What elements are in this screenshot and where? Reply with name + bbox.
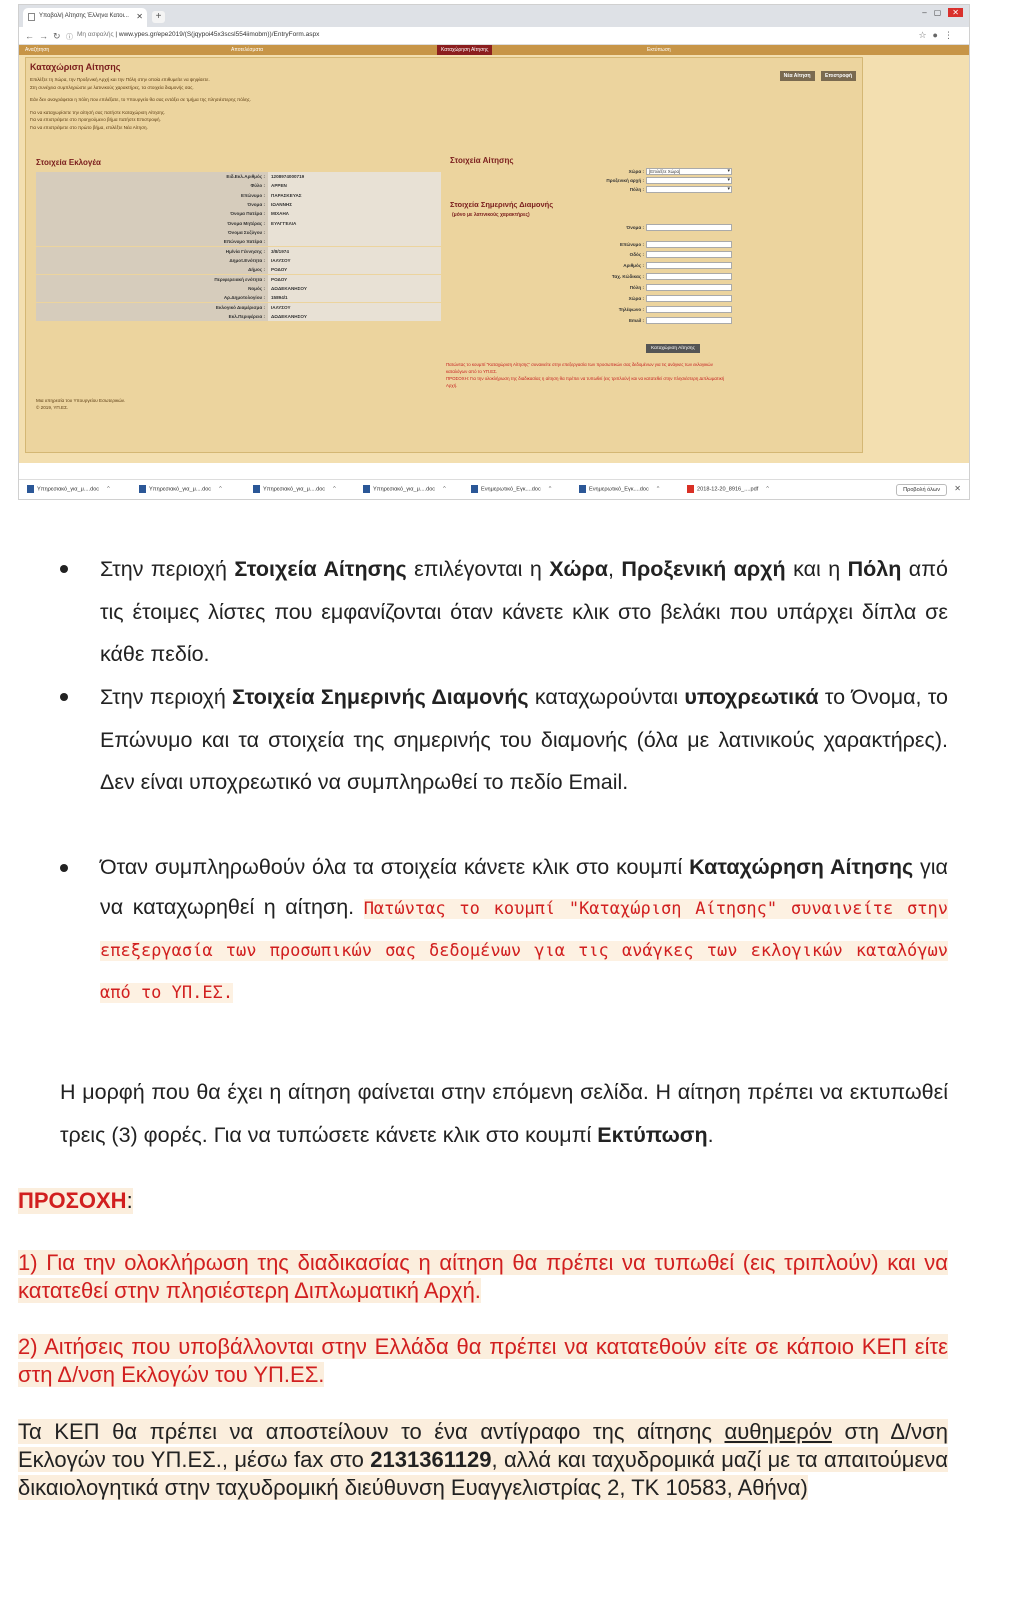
voter-field-value [268, 228, 441, 237]
instruction-line: Για να καταχωρίσετε την αίτησή σας πατήστε Καταχώριση Αίτησης. [30, 109, 166, 115]
kep-paragraph: Τα ΚΕΠ θα πρέπει να αποστείλουν το ένα αντίγραφο της αίτησης αυθημερόν στη Δ/νση Εκλογών του ΥΠ.ΕΣ., μέσω fax στο 2131361129, αλλά και ταχυδρομικά μαζί με τα απαιτούμενα δικαιολογητικά στην ταχυδρομική διεύθυνση Ευαγγελιστρίας 2, ΤΚ 10583, Αθήνα) [18, 1419, 949, 1500]
voter-field-value: ΙΑΛΥΣΟΥ [268, 256, 441, 265]
residence-field-row [546, 241, 746, 249]
info-icon[interactable]: ⓘ [66, 34, 73, 41]
voter-field-value: 15894/1 [268, 293, 441, 302]
voter-field-label: Φύλο : [36, 181, 268, 190]
form-panel [25, 57, 863, 453]
voter-field-value: ΔΩΔΕΚΑΝΗΣΟΥ [268, 284, 441, 293]
new-application-button[interactable]: Νέα Αίτηση [780, 71, 815, 81]
nav-results[interactable]: Αποτελέσματα [231, 47, 264, 53]
field-label: Χώρα : [628, 296, 644, 301]
field-label: Οδός : [629, 252, 644, 257]
voter-field-value: ΕΥΑΓΓΕΛΙΑ [268, 219, 441, 228]
download-filename: Ενημερωτικό_Εγκ....doc [481, 486, 541, 493]
voter-row [36, 284, 441, 293]
voter-field-value: ΡΟΔΟΥ [268, 265, 441, 274]
warning-heading: ΠΡΟΣΟΧΗ: [18, 1188, 133, 1213]
warning-point-2: 2) Αιτήσεις που υποβάλλονται στην Ελλάδα θα πρέπει να κατατεθούν είτε σε κάποιο ΚΕΠ είτε στη Δ/νση Εκλογών του ΥΠ.ΕΣ. [18, 1334, 948, 1387]
voter-row [36, 191, 441, 200]
submit-application-button[interactable]: Καταχώριση Αίτησης [646, 344, 700, 353]
nav-register[interactable]: Καταχώρηση Αίτησης [437, 45, 492, 55]
url-field[interactable]: Μη ασφαλής | www.ypes.gr/epe2019/(S(jqypoi45x3scsl554iimobm))/EntryForm.aspx [77, 31, 320, 38]
download-filename: Υπηρεσιακό_για_μ....doc [37, 486, 100, 493]
select-dropdown[interactable] [646, 186, 732, 193]
residence-field-row [546, 262, 746, 270]
field-label: Πόλη : [629, 187, 644, 192]
voter-field-label: Δημοτ.Ενότητα : [36, 256, 268, 265]
voter-field-label: Επώνυμο πατέρα : [36, 237, 268, 246]
consent-notice [446, 361, 846, 389]
notice-line: Πατώντας το κουμπί "Καταχώριση Αίτησης" συναινείτε στην επεξεργασία των προσωπικών σας δεδομένων για τις ανάγκες των εκλογικών [446, 362, 713, 367]
voter-row [36, 200, 441, 209]
voter-field-value: ΠΑΡΑΣΚΕΥΑΣ [268, 191, 441, 200]
chevron-up-icon[interactable]: ^ [443, 486, 446, 493]
residence-field-row [546, 317, 746, 325]
download-filename: Υπηρεσιακό_για_μ....doc [149, 486, 212, 493]
new-tab-button[interactable]: + [152, 11, 165, 23]
voter-field-label: Δήμος : [36, 265, 268, 274]
browser-tab[interactable] [23, 8, 147, 27]
bullet-dot [60, 864, 68, 872]
voter-row [36, 275, 441, 284]
back-button[interactable]: Επιστροφή [821, 71, 856, 81]
security-label: Μη ασφαλής [77, 31, 114, 38]
voter-field-label: Όνομα : [36, 200, 268, 209]
downloads-bar [19, 479, 969, 500]
footer-line: © 2019, ΥΠ.ΕΣ. [36, 404, 69, 410]
voter-field-label: Ημ/νία Γέννησης : [36, 247, 268, 256]
download-item[interactable] [139, 485, 222, 497]
download-filename: Υπηρεσιακό_για_μ....doc [373, 486, 436, 493]
application-field-row [546, 177, 746, 185]
residence-field-row [546, 284, 746, 292]
voter-row [36, 228, 441, 237]
voter-field-value: 1208974000719 [268, 172, 441, 181]
text-input[interactable] [646, 317, 732, 324]
download-item[interactable] [363, 485, 446, 497]
close-icon[interactable]: ✕ [136, 12, 143, 21]
voter-field-label: Ειδ.Εκλ.Αριθμός : [36, 172, 268, 181]
text-input[interactable] [646, 251, 732, 258]
voter-field-label: Όνομα Συζύγου : [36, 228, 268, 237]
show-all-downloads-button[interactable]: Προβολή όλων [896, 484, 947, 496]
voter-row [36, 209, 441, 218]
instruction-line: Για να επιστρέψετε στο προηγούμενο βήμα πατήστε Επιστροφή. [30, 117, 161, 122]
bullet-application-fields: Στην περιοχή Στοιχεία Αίτησης επιλέγονται η Χώρα, Προξενική αρχή και η Πόλη από τις έτοιμες λίστες που εμφανίζονται όταν κάνετε κλικ στο βελάκι που υπάρχει δίπλα σε κάθε πεδίο. [100, 557, 948, 666]
field-label: Ταχ. Κώδικας : [611, 274, 644, 279]
chevron-up-icon[interactable]: ^ [548, 486, 552, 493]
chevron-up-icon[interactable]: ^ [333, 486, 336, 493]
download-filename: Υπηρεσιακό_για_μ....doc [263, 486, 326, 493]
word-file-icon [363, 485, 370, 493]
field-label: Όνομα : [626, 225, 644, 230]
instruction-line: Εάν δεν αναγράφεται η πόλη που επιλέξατε, το Υπουργείο θα σας εντάξει σε τμήμα της πλησιέστερης πόλης. [30, 97, 252, 102]
residence-section-title: Στοιχεία Σημερινής Διαμονής [450, 200, 554, 209]
voter-field-label: Αρ.Δημοτολογίου : [36, 293, 268, 302]
page-title: Καταχώριση Αίτησης [30, 62, 121, 72]
consent-highlight: Πατώντας το κουμπί "Καταχώριση Αίτησης" συναινείτε στην επεξεργασία των προσωπικών σας δεδομένων για τις ανάγκες των εκλογικών καταλόγων από το ΥΠ.ΕΣ. [100, 899, 948, 1003]
download-filename: 2018-12-20_8916_....pdf [697, 486, 759, 493]
download-item[interactable] [687, 485, 769, 497]
close-downloads-icon[interactable]: ✕ [954, 484, 961, 493]
field-label: Επώνυμο : [620, 242, 644, 247]
voter-field-value [268, 237, 441, 246]
residence-field-row [546, 273, 746, 281]
application-field-row [546, 168, 746, 176]
voter-row [36, 303, 441, 312]
field-label: Email : [628, 318, 644, 323]
voter-field-value: ΙΩΑΝΝΗΣ [268, 200, 441, 209]
top-buttons [778, 64, 856, 82]
voter-field-label: Όνομα Πατέρα : [36, 209, 268, 218]
voter-field-value: ΑΡΡΕΝ [268, 181, 441, 190]
address-bar [19, 27, 969, 45]
text-input[interactable] [646, 241, 732, 248]
url-text: www.ypes.gr/epe2019/(S(jqypoi45x3scsl554iimobm))/EntryForm.aspx [118, 31, 320, 38]
residence-field-row [546, 306, 746, 314]
site-footer [36, 398, 125, 411]
bullet-dot [60, 565, 68, 573]
text-input[interactable] [646, 262, 732, 269]
bullet-submit: Όταν συμπληρωθούν όλα τα στοιχεία κάνετε κλικ στο κουμπί Καταχώρηση Αίτησης για να καταχωρηθεί η αίτηση. Πατώντας το κουμπί "Καταχώριση Αίτησης" συναινείτε στην επεξεργασία των προσωπικών σας δεδομένων για τις ανάγκες των εκλογικών καταλόγων από το ΥΠ.ΕΣ. [100, 855, 948, 1003]
voter-field-label: Νομός : [36, 284, 268, 293]
voter-section-title: Στοιχεία Εκλογέα [36, 158, 101, 167]
footer-line: Μια υπηρεσία του Υπουργείου Εσωτερικών. [36, 398, 126, 403]
word-file-icon [139, 485, 146, 493]
voter-row [36, 237, 441, 246]
voter-row [36, 172, 441, 181]
notice-line: καταλόγων από το ΥΠ.ΕΣ. [446, 369, 498, 374]
select-dropdown[interactable]: [Επιλέξτε Χώρα] ▾ [646, 168, 732, 175]
voter-field-label: Επώνυμο : [36, 191, 268, 200]
voter-field-value: 3/8/1974 [268, 247, 441, 256]
select-dropdown[interactable] [646, 177, 732, 184]
warning-point-1: 1) Για την ολοκλήρωση της διαδικασίας η αίτηση θα πρέπει να τυπωθεί (εις τριπλούν) και να κατατεθεί στην πλησιέστερη Διπλωματική Αρχή. [18, 1250, 948, 1303]
instruction-line: Επιλέξτε τη Χώρα, την Προξενική Αρχή και την Πόλη στην οποία επιθυμείτε να ψηφίσετε. [30, 77, 210, 82]
nav-search[interactable]: Αναζήτηση [25, 47, 50, 53]
text-input[interactable] [646, 284, 732, 291]
voter-field-value: ΔΩΔΕΚΑΝΗΣΟΥ [268, 312, 441, 321]
star-icon[interactable]: ☆●⋮ [918, 30, 959, 40]
text-input[interactable] [646, 224, 732, 231]
field-label: Πόλη : [629, 285, 644, 290]
voter-field-label: Όνομα Μητέρας : [36, 219, 268, 228]
pdf-file-icon [687, 485, 694, 493]
word-file-icon [579, 485, 586, 493]
voter-row [36, 256, 441, 265]
text-input[interactable] [646, 295, 732, 302]
voter-field-label: Εκλογικό Διαμέρισμα : [36, 303, 268, 312]
notice-line: ΠΡΟΣΟΧΗ: Για την ολοκλήρωση της διαδικασίας η αίτηση θα πρέπει να τυπωθεί (εις τριπλούν) και να κατατεθεί στην πλησιέστερη Διπλωματική [446, 376, 725, 381]
voter-field-value: ΡΟΔΟΥ [268, 275, 441, 284]
voter-row [36, 312, 441, 321]
voter-field-label: Εκλ.Περιφέρεια : [36, 312, 268, 321]
residence-field-row [546, 224, 746, 232]
field-label: Αριθμός : [623, 263, 644, 268]
window-close-icon[interactable]: ✕ [948, 8, 963, 17]
instruction-line: Στη συνέχεια συμπληρώστε με λατινικούς χαρακτήρες, τα στοιχεία διαμονής σας. [30, 84, 194, 90]
field-label: Προξενική αρχή : [606, 178, 644, 183]
residence-field-row [546, 295, 746, 303]
notice-line: Αρχή. [446, 383, 458, 388]
forward-arrow-icon[interactable]: → [39, 31, 48, 41]
browser-screenshot [18, 4, 970, 500]
field-label: Χώρα : [628, 169, 644, 174]
tab-title: Υποβολή Αίτησης Έλληνα Κατοι... [39, 13, 129, 19]
voter-field-value: ΜΙΧΑΗΛ [268, 209, 441, 218]
print-paragraph: Η μορφή που θα έχει η αίτηση φαίνεται στην επόμενη σελίδα. Η αίτηση πρέπει να εκτυπωθεί τρεις (3) φορές. Για να τυπώσετε κάνετε κλικ στο κουμπί Εκτύπωση. [60, 1080, 948, 1147]
text-input[interactable] [646, 306, 732, 313]
chevron-up-icon[interactable]: ^ [107, 486, 110, 493]
back-arrow-icon[interactable]: ← [25, 31, 34, 41]
word-file-icon [27, 485, 34, 493]
voter-table [36, 172, 441, 321]
word-file-icon [471, 485, 478, 493]
download-filename: Ενημερωτικό_Εγκ....doc [589, 486, 649, 493]
site-content [19, 45, 969, 463]
download-item[interactable] [27, 485, 110, 497]
word-file-icon [253, 485, 260, 493]
download-item[interactable] [579, 485, 659, 497]
voter-field-value: ΙΑΛΥΣΟΥ [268, 303, 441, 312]
download-item[interactable] [471, 485, 551, 497]
voter-row [36, 293, 441, 302]
voter-row [36, 265, 441, 274]
chevron-up-icon[interactable]: ^ [656, 486, 660, 493]
browser-tabbar [19, 5, 969, 27]
field-label: Τηλέφωνο : [618, 307, 644, 312]
nav-print[interactable]: Εκτύπωση [647, 47, 671, 53]
residence-field-row [546, 251, 746, 259]
voter-row [36, 247, 441, 256]
voter-row [36, 219, 441, 228]
page-icon [28, 13, 35, 21]
voter-field-label: Περιφερειακή ενότητα : [36, 275, 268, 284]
reload-icon[interactable]: ↻ [53, 31, 61, 41]
instructions [30, 76, 590, 131]
download-item[interactable] [253, 485, 336, 497]
residence-note: (μόνο με λατινικούς χαρακτήρες) [452, 212, 530, 218]
bullet-residence-fields: Στην περιοχή Στοιχεία Σημερινής Διαμονής καταχωρούνται υποχρεωτικά το Όνομα, το Επώνυμο και τα στοιχεία της σημερινής του διαμονής (όλα με λατινικούς χαρακτήρες). Δεν είναι υποχρεωτικό να συμπληρωθεί το πεδίο Email. [100, 685, 948, 794]
bullet-dot [60, 693, 68, 701]
chevron-up-icon[interactable]: ^ [219, 486, 222, 493]
instruction-line: Για να επιστρέψετε στο πρώτο βήμα, επιλέξτε Νέα Αίτηση. [30, 124, 148, 130]
chevron-up-icon[interactable]: ^ [766, 486, 769, 493]
site-nav [19, 45, 969, 55]
text-input[interactable] [646, 273, 732, 280]
application-section-title: Στοιχεία Αίτησης [450, 156, 514, 165]
window-controls[interactable]: –▢ ✕ [922, 8, 963, 17]
voter-row [36, 181, 441, 190]
application-field-row [546, 186, 746, 194]
